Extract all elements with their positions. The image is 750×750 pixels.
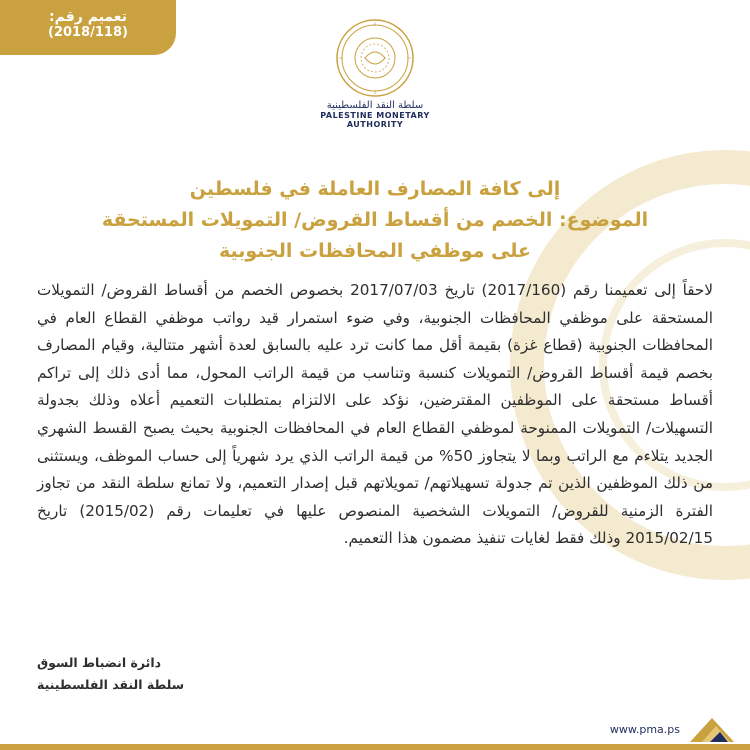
signature-block xyxy=(37,652,237,696)
website-link[interactable]: www.pma.ps xyxy=(609,723,680,736)
logo-arabic-name: سلطة النقد الفلسطينية xyxy=(326,100,424,111)
pma-logo xyxy=(295,18,455,129)
circular-label: تعميم رقم: xyxy=(49,9,127,25)
signature-authority: سلطة النقد الفلسطينية xyxy=(37,677,185,692)
subject-heading-line2: على موظفي المحافظات الجنوبية xyxy=(218,240,532,262)
logo-english-name: PALESTINE MONETARY AUTHORITY xyxy=(320,111,430,129)
footer-bar xyxy=(0,744,750,750)
pma-mark-icon xyxy=(688,714,736,744)
circular-number-badge xyxy=(0,0,176,55)
subject-heading-line1: الموضوع: الخصم من أقساط القروض/ التمويلات المستحقة xyxy=(101,209,649,231)
circular-number: (2018/118) xyxy=(48,25,128,40)
pma-seal-icon xyxy=(335,18,415,98)
signature-department: دائرة انضباط السوق xyxy=(37,655,162,670)
document-headings xyxy=(40,174,710,267)
circular-body: لاحقاً إلى تعميمنا رقم (2017/160) تاريخ 2017/07/03 بخصوص الخصم من أقساط القروض/ التمويلات المستحقة على موظفي المحافظات الجنوبية، وفي ضوء استمرار قيد رواتب موظفي القطاع العام في المحافظات الجنوبية (قطاع غزة) بقيمة أقل مما كانت ترد عليه بالسابق لعدة أشهر متتالية، وقيام المصارف بخصم قيمة أقساط القروض/ التمويلات كنسبة وتناسب من قيمة الراتب المحول، مما أدى ذلك إلى تراكم أقساط مستحقة على الموظفين المقترضين، نؤكد على الالتزام بمتطلبات التعميم أعلاه وذلك بجدولة التسهيلات/ التمويلات الممنوحة لموظفي القطاع العام في المحافظات الجنوبية بحيث يصبح القسط الشهري الجديد يتلاءم مع الراتب وبما لا يتجاوز 50% من قيمة الراتب الذي يرد شهرياً إلى حساب الموظف، ويستثنى من ذلك الموظفين الذين تم جدولة تسهيلاتهم/ تمويلاتهم قبل إصدار التعميم، ولا تمانع سلطة النقد من تجاوز الفترة الزمنية للقروض/ التمويلات الشخصية المنصوص عليها في تعليمات رقم (2015/02) تاريخ 2015/02/15 وذلك فقط لغايات تنفيذ مضمون هذا التعميم. xyxy=(37,281,713,548)
recipient-heading: إلى كافة المصارف العاملة في فلسطين xyxy=(189,178,561,200)
